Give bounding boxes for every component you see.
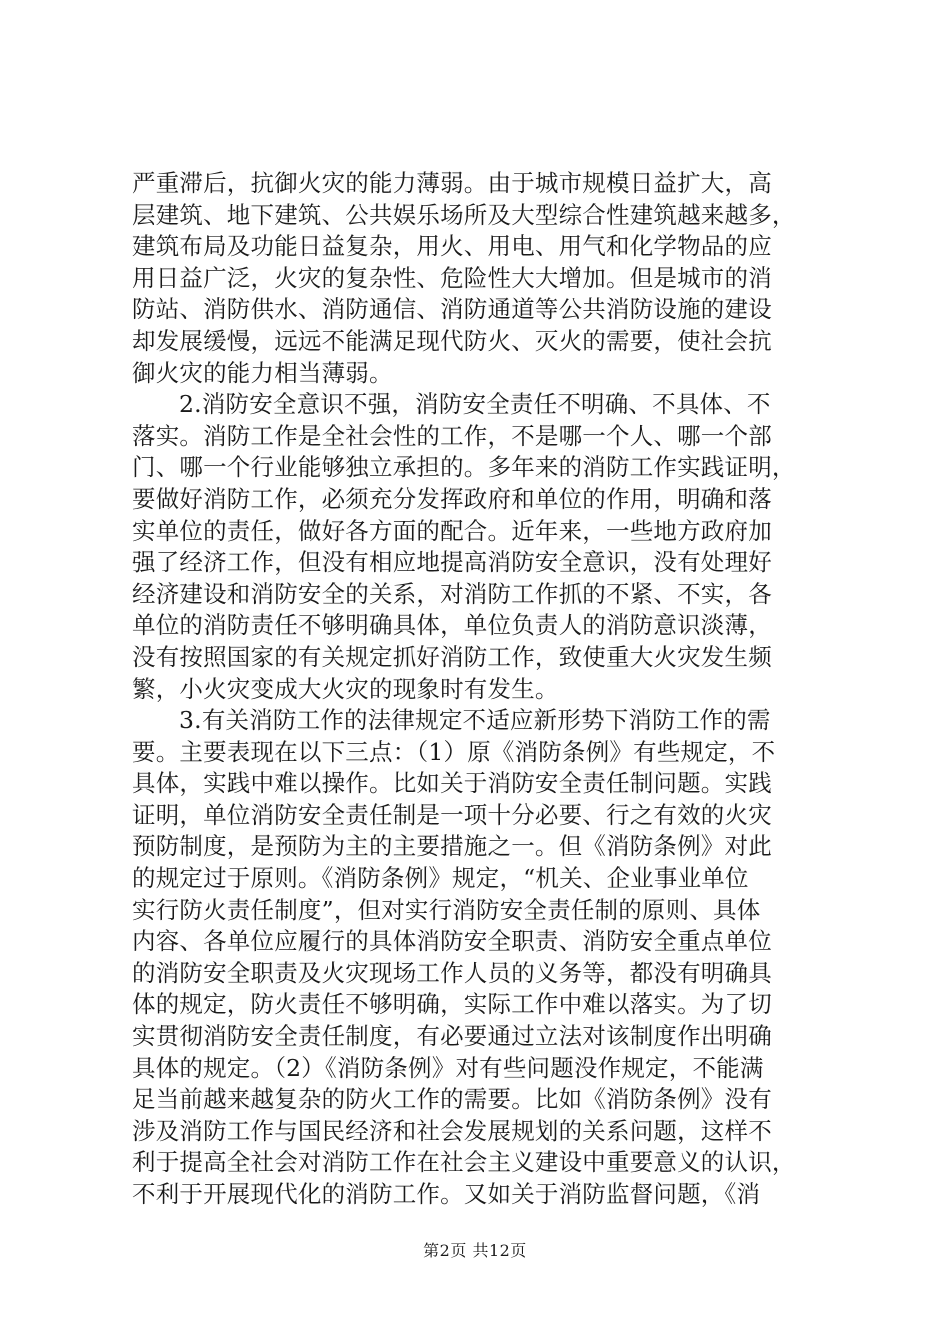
text-line: 要做好消防工作，必须充分发挥政府和单位的作用，明确和落	[132, 484, 772, 513]
text-line: 经济建设和消防安全的关系，对消防工作抓的不紧、不实，各	[132, 579, 772, 608]
text-line: 利于提高全社会对消防工作在社会主义建设中重要意义的认识，	[132, 1148, 796, 1177]
paragraph-start-line: 2.消防安全意识不强，消防安全责任不明确、不具体、不	[179, 390, 771, 419]
text-line: 不利于开展现代化的消防工作。又如关于消防监督问题，《消	[132, 1180, 761, 1208]
document-body	[132, 168, 832, 1211]
text-line: 证明，单位消防安全责任制是一项十分必要、行之有效的火灾	[132, 800, 772, 829]
text-line: 的规定过于原则。《消防条例》规定，“机关、企业事业单位	[132, 864, 749, 893]
text-line: 防站、消防供水、消防通信、消防通道等公共消防设施的建设	[132, 295, 772, 324]
text-line: 却发展缓慢，远远不能满足现代防火、灭火的需要，使社会抗	[132, 326, 772, 355]
text-line: 足当前越来越复杂的防火工作的需要。比如《消防条例》没有	[132, 1085, 772, 1114]
text-line: 没有按照国家的有关规定抓好消防工作，致使重大火灾发生频	[132, 642, 772, 671]
text-line: 用日益广泛，火灾的复杂性、危险性大大增加。但是城市的消	[132, 263, 772, 292]
text-line: 要。主要表现在以下三点：（1）原《消防条例》有些规定，不	[132, 737, 776, 766]
text-line: 落实。消防工作是全社会性的工作，不是哪一个人、哪一个部	[132, 421, 772, 450]
text-line: 具体的规定。（2）《消防条例》对有些问题没作规定，不能满	[132, 1053, 764, 1082]
text-line: 体的规定，防火责任不够明确，实际工作中难以落实。为了切	[132, 990, 772, 1019]
text-line: 预防制度，是预防为主的主要措施之一。但《消防条例》对此	[132, 832, 772, 861]
text-line: 具体，实践中难以操作。比如关于消防安全责任制问题。实践	[132, 769, 772, 798]
text-line: 严重滞后，抗御火灾的能力薄弱。由于城市规模日益扩大，高	[132, 169, 772, 197]
text-line: 实行防火责任制度”，但对实行消防安全责任制的原则、具体	[132, 895, 761, 924]
text-line: 单位的消防责任不够明确具体，单位负责人的消防意识淡薄，	[132, 611, 772, 640]
text-line: 实贯彻消防安全责任制度，有必要通过立法对该制度作出明确	[132, 1022, 772, 1051]
text-line: 涉及消防工作与国民经济和社会发展规划的关系问题，这样不	[132, 1116, 772, 1145]
text-line: 的消防安全职责及火灾现场工作人员的义务等，都没有明确具	[132, 958, 772, 987]
text-line: 强了经济工作，但没有相应地提高消防安全意识，没有处理好	[132, 548, 772, 577]
text-line: 建筑布局及功能日益复杂，用火、用电、用气和化学物品的应	[132, 232, 772, 261]
text-line: 御火灾的能力相当薄弱。	[132, 358, 393, 387]
text-line: 内容、各单位应履行的具体消防安全职责、消防安全重点单位	[132, 927, 772, 956]
text-line: 门、哪一个行业能够独立承担的。多年来的消防工作实践证明，	[132, 453, 796, 482]
text-line: 繁，小火灾变成大火灾的现象时有发生。	[132, 674, 559, 703]
text-line: 实单位的责任，做好各方面的配合。近年来，一些地方政府加	[132, 516, 772, 545]
paragraph-start-line: 3.有关消防工作的法律规定不适应新形势下消防工作的需	[179, 706, 771, 735]
text-line: 层建筑、地下建筑、公共娱乐场所及大型综合性建筑越来越多，	[132, 200, 796, 229]
page-number-footer: 第2页 共12页	[423, 1241, 527, 1260]
